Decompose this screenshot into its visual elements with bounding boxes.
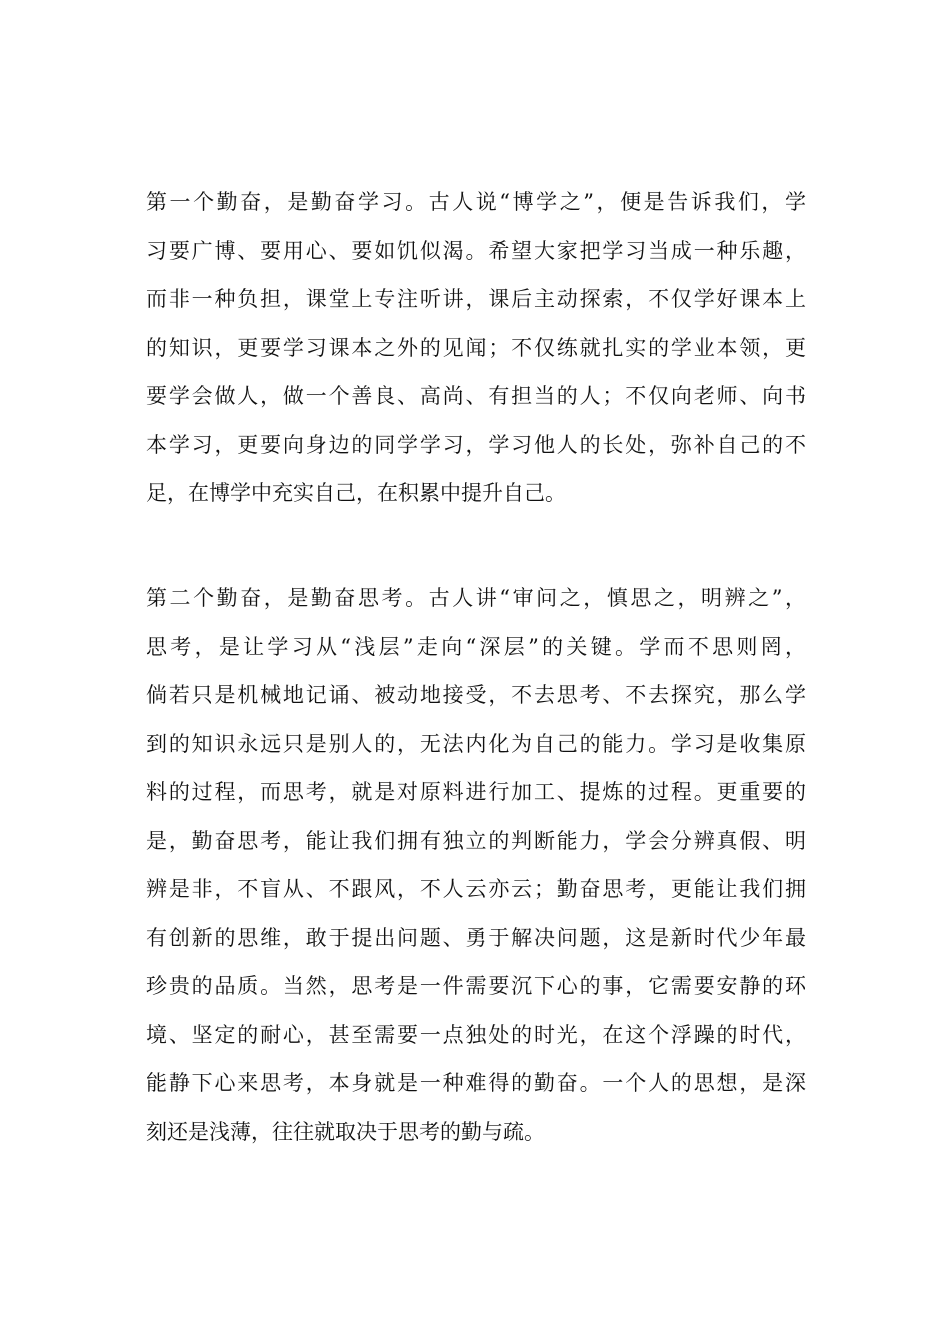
- text-line: 能静下心来思考，本身就是一种难得的勤奋。一个人的思想，是深: [146, 1071, 806, 1095]
- text-line: 足，在博学中充实自己，在积累中提升自己。: [146, 481, 566, 505]
- text-line: 而非一种负担，课堂上专注听讲，课后主动探索，不仅学好课本上: [146, 287, 806, 311]
- text-line: 境、坚定的耐心，甚至需要一点独处的时光，在这个浮躁的时代，: [146, 1022, 806, 1047]
- paragraph-diligent-thinking: [146, 574, 806, 1156]
- text-line: 到的知识永远只是别人的，无法内化为自己的能力。学习是收集原: [146, 731, 806, 756]
- text-line: 料的过程，而思考，就是对原料进行加工、提炼的过程。更重要的: [146, 780, 806, 804]
- text-line: 习要广博、要用心、要如饥似渴。希望大家把学习当成一种乐趣，: [146, 238, 806, 263]
- text-line: 刻还是浅薄，往往就取决于思考的勤与疏。: [146, 1119, 545, 1144]
- text-line: 是，勤奋思考，能让我们拥有独立的判断能力，学会分辨真假、明: [146, 828, 806, 853]
- text-line: 倘若只是机械地记诵、被动地接受，不去思考、不去探究，那么学: [146, 683, 806, 707]
- text-line: 的知识，更要学习课本之外的见闻；不仅练就扎实的学业本领，更: [146, 335, 806, 360]
- text-line: 要学会做人，做一个善良、高尚、有担当的人；不仅向老师、向书: [146, 384, 806, 408]
- text-line: 思考，是让学习从“浅层”走向“深层”的关键。学而不思则罔，: [146, 634, 806, 659]
- text-line: 珍贵的品质。当然，思考是一件需要沉下心的事，它需要安静的环: [146, 974, 806, 998]
- text-line: 本学习，更要向身边的同学学习，学习他人的长处，弥补自己的不: [146, 432, 806, 457]
- text-line: 第一个勤奋，是勤奋学习。古人说“博学之”，便是告诉我们，学: [146, 190, 806, 214]
- text-line: 辨是非，不盲从、不跟风，不人云亦云；勤奋思考，更能让我们拥: [146, 877, 806, 901]
- paragraph-diligent-study: [146, 178, 806, 518]
- text-line: 第二个勤奋，是勤奋思考。古人讲“审问之，慎思之，明辨之”，: [146, 586, 806, 610]
- text-line: 有创新的思维，敢于提出问题、勇于解决问题，这是新时代少年最: [146, 925, 806, 950]
